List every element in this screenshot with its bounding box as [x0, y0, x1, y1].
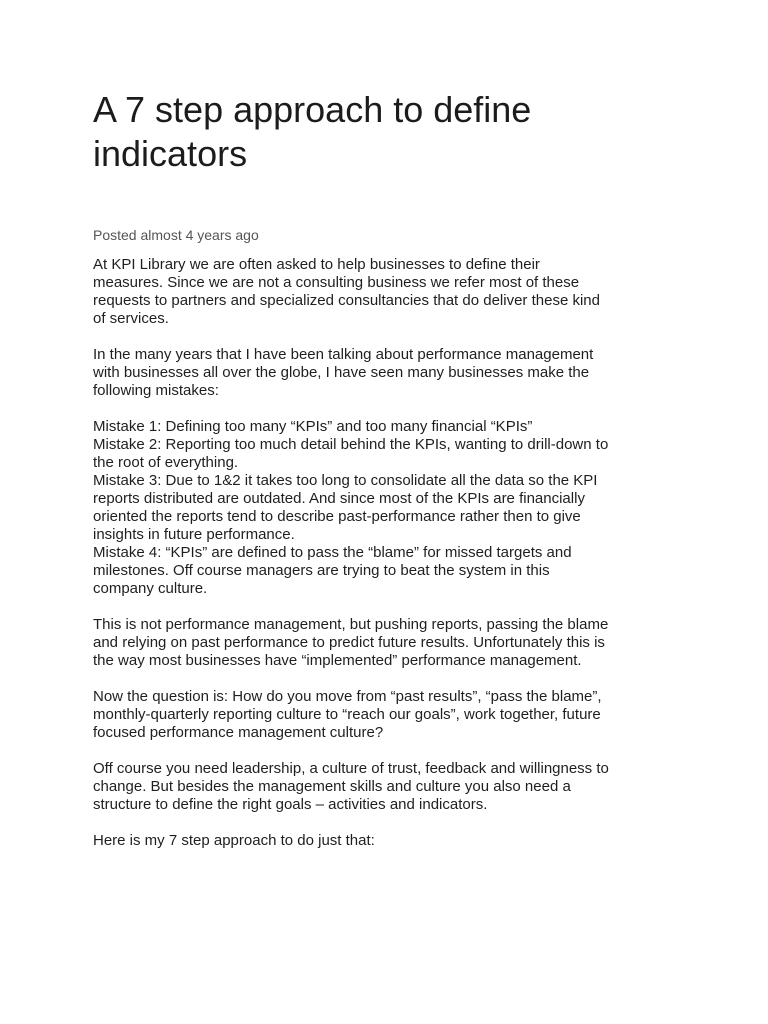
- paragraph: [93, 832, 683, 850]
- article-body: [93, 256, 683, 850]
- paragraph: [93, 418, 683, 598]
- paragraph-line: Mistake 3: Due to 1&2 it takes too long to consolidate all the data so the KPI: [93, 472, 598, 489]
- paragraph-line: requests to partners and specialized consultancies that do deliver these kind: [93, 292, 600, 309]
- paragraph-line: At KPI Library we are often asked to help businesses to define their: [93, 256, 540, 273]
- paragraph: [93, 688, 683, 742]
- paragraph-line: following mistakes:: [93, 382, 219, 399]
- article-title: A 7 step approach to define indicators: [93, 89, 532, 174]
- article: [93, 88, 683, 868]
- paragraph-line: the root of everything.: [93, 454, 239, 471]
- paragraph: [93, 616, 683, 670]
- paragraph: [93, 760, 683, 814]
- paragraph: [93, 346, 683, 400]
- paragraph-line: company culture.: [93, 580, 208, 597]
- paragraph-line: Off course you need leadership, a culture of trust, feedback and willingness to: [93, 760, 609, 777]
- paragraph-line: This is not performance management, but pushing reports, passing the blame: [93, 616, 609, 633]
- paragraph-line: with businesses all over the globe, I have seen many businesses make the: [93, 364, 590, 381]
- paragraph: [93, 256, 683, 328]
- paragraph-line: change. But besides the management skills and culture you also need a: [93, 778, 571, 795]
- paragraph-line: Mistake 4: “KPIs” are defined to pass the “blame” for missed targets and: [93, 544, 572, 561]
- paragraph-line: In the many years that I have been talking about performance management: [93, 346, 594, 363]
- paragraph-line: monthly-quarterly reporting culture to “reach our goals”, work together, future: [93, 706, 601, 723]
- paragraph-line: structure to define the right goals – activities and indicators.: [93, 796, 488, 813]
- paragraph-line: and relying on past performance to predict future results. Unfortunately this is: [93, 634, 605, 651]
- posted-date: Posted almost 4 years ago: [93, 227, 259, 243]
- paragraph-line: insights in future performance.: [93, 526, 295, 543]
- paragraph-line: the way most businesses have “implemented” performance management.: [93, 652, 582, 669]
- paragraph-line: reports distributed are outdated. And since most of the KPIs are financially: [93, 490, 585, 507]
- paragraph-line: Mistake 2: Reporting too much detail behind the KPIs, wanting to drill-down to: [93, 436, 609, 453]
- paragraph-line: of services.: [93, 310, 169, 327]
- paragraph-line: Mistake 1: Defining too many “KPIs” and too many financial “KPIs”: [93, 418, 533, 435]
- paragraph-line: Here is my 7 step approach to do just that:: [93, 832, 375, 849]
- paragraph-line: oriented the reports tend to describe past-performance rather then to give: [93, 508, 581, 525]
- paragraph-line: milestones. Off course managers are trying to beat the system in this: [93, 562, 550, 579]
- paragraph-line: Now the question is: How do you move from “past results”, “pass the blame”,: [93, 688, 602, 705]
- paragraph-line: focused performance management culture?: [93, 724, 384, 741]
- paragraph-line: measures. Since we are not a consulting business we refer most of these: [93, 274, 580, 291]
